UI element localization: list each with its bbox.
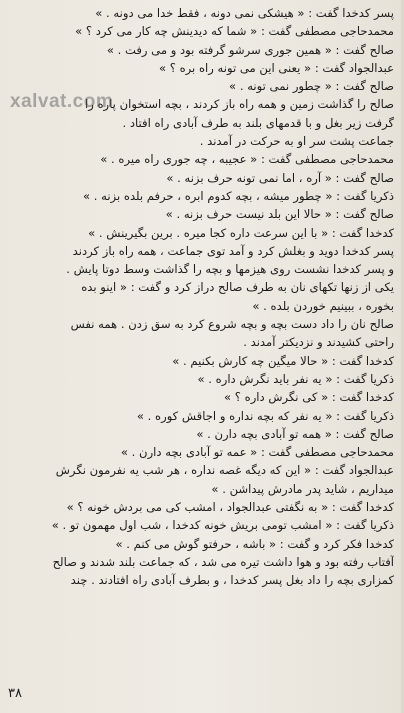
page-number: ۳۸ — [8, 686, 22, 701]
text-line: کدخدا گفت : « کی نگرش داره ؟ » — [224, 390, 394, 405]
text-line: پسر کدخدا دوید و بغلش کرد و آمد توی جماعت ، همه راه باز کردند — [72, 243, 394, 258]
text-line: صالح گفت : « آره ، اما نمی تونه حرف بزنه . » — [166, 170, 394, 185]
text-line: صالح گفت : « همین جوری سرشو گرفته بود و می رفت . » — [106, 42, 394, 57]
text-line: محمدحاجی مصطفی گفت : « عمه تو آبادی بچه دارن . » — [120, 445, 394, 460]
text-line: محمدحاجی مصطفی گفت : « عجیبه ، چه جوری راه میره . » — [100, 152, 394, 167]
text-line: پسر کدخدا گفت : « هیشکی نمی دونه ، فقط خدا می دونه . » — [95, 6, 394, 20]
text-line: صالح گفت : « حالا این بلد نیست حرف بزنه . » — [165, 207, 394, 222]
text-line: صالح گفت : « چطور نمی تونه . » — [229, 79, 394, 94]
text-line: بخوره ، ببینیم خوردن بلده . » — [252, 298, 394, 313]
text-line: میداریم ، شاید پدر مادرش پیداشن . » — [211, 481, 394, 496]
text-line: راحتی کشیدند و نزدیکتر آمدند . — [243, 335, 394, 350]
text-line: ذکریا گفت : « امشب تومی بریش خونه کدخدا ، شب اول مهمون تو . » — [51, 518, 394, 533]
text-line: آفتاب رفته بود و هوا داشت تیره می شد ، که جماعت بلند شدند و صالح — [52, 554, 394, 569]
text-line: محمدحاجی مصطفی گفت : « شما که دیدینش چه کار می کرد ؟ » — [75, 24, 394, 39]
text-line: کمزاری بچه را داد بغل پسر کدخدا ، و بطرف آبادی راه افتادند . چند — [70, 573, 394, 588]
text-line: جماعت پشت سر او به حرکت در آمدند . — [199, 134, 394, 149]
text-line: کدخدا فکر کرد و گفت : « باشه ، حرفتو گوش می کنم . » — [115, 536, 394, 551]
text-line: کدخدا گفت : « حالا میگین چه کارش بکنیم . » — [172, 353, 394, 368]
text-line: ذکریا گفت : « چطور میشه ، بچه کدوم ابره ، حرفم بلده بزنه . » — [82, 188, 394, 203]
text-line: عبدالجواد گفت : « این که دیگه غصه نداره ، هر شب یه نفرمون نگرش — [55, 463, 394, 478]
watermark: xalvat.com — [10, 91, 114, 112]
text-line: ذکریا گفت : « یه نفر که بچه نداره و اجاقش کوره . » — [136, 408, 394, 423]
text-line: و پسر کدخدا نشست روی هیزمها و بچه را گذاشت وسط دوتا پایش . — [66, 262, 394, 277]
text-line: ذکریا گفت : « یه نفر باید نگرش داره . » — [197, 371, 394, 386]
text-line: عبدالجواد گفت : « یعنی این می تونه راه بره ؟ » — [158, 60, 394, 75]
text-line: یکی از زنها تکهای نان به طرف صالح دراز کرد و گفت : « اینو بده — [81, 280, 394, 295]
text-line: صالح نان را داد دست بچه و بچه شروع کرد به سق زدن . همه نفس — [70, 317, 394, 332]
text-line: صالح را گذاشت زمین و همه راه باز کردند ، بچه استخوان پاره را — [84, 97, 394, 112]
text-line: کدخدا گفت : « به نگفتی عبدالجواد ، امشب کی می بردش خونه ؟ » — [66, 500, 394, 515]
text-line: صالح گفت : « همه تو آبادی بچه دارن . » — [196, 426, 394, 441]
text-line: گرفت زیر بغل و با قدمهای بلند به طرف آبادی راه افتاد . — [122, 115, 394, 130]
text-line: کدخدا گفت : « با این سرعت داره کجا میره . برین بگیرینش . » — [88, 225, 394, 240]
